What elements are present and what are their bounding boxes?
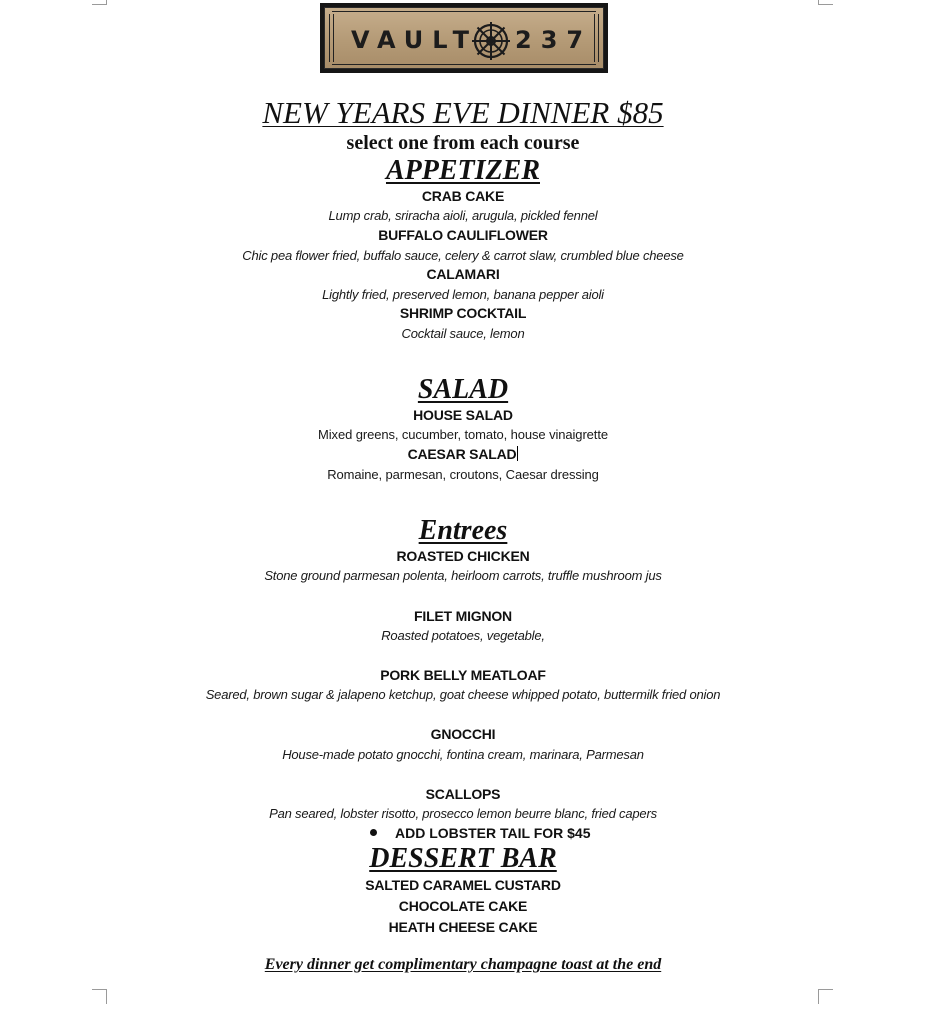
menu-item-description: Pan seared, lobster risotto, prosecco lemon beurre blanc, fried capers bbox=[269, 806, 657, 821]
menu-item-description: Stone ground parmesan polenta, heirloom carrots, truffle mushroom jus bbox=[264, 568, 662, 583]
menu-item-description: Roasted potatoes, vegetable, bbox=[381, 628, 545, 643]
dessert-item: HEATH CHEESE CAKE bbox=[388, 919, 538, 935]
menu-item-name-with-cursor bbox=[0, 446, 926, 462]
menu-item-description: Chic pea flower fried, buffalo sauce, celery & carrot slaw, crumbled blue cheese bbox=[242, 248, 684, 263]
dessert-heading: DESSERT BAR bbox=[369, 843, 557, 874]
page-corner-mark-bottom-left bbox=[92, 989, 107, 1004]
menu-item-name: CAESAR SALAD bbox=[407, 446, 517, 462]
menu-item-name: PORK BELLY MEATLOAF bbox=[380, 667, 546, 683]
logo-text-right: 237 bbox=[515, 26, 593, 54]
vault-237-logo bbox=[320, 3, 608, 73]
entrees-heading: Entrees bbox=[418, 515, 508, 546]
menu-item-description: Seared, brown sugar & jalapeno ketchup, goat cheese whipped potato, buttermilk fried onion bbox=[205, 687, 721, 702]
menu-item-description: Mixed greens, cucumber, tomato, house vinaigrette bbox=[318, 427, 608, 442]
salad-heading: SALAD bbox=[417, 374, 509, 405]
menu-item-name: SCALLOPS bbox=[425, 786, 501, 802]
page-corner-mark-bottom-right bbox=[818, 989, 833, 1004]
menu-item-description: Romaine, parmesan, croutons, Caesar dressing bbox=[327, 467, 599, 482]
dessert-item: SALTED CARAMEL CUSTARD bbox=[365, 877, 561, 893]
menu-item-name: CALAMARI bbox=[426, 266, 500, 282]
addon-text: ADD LOBSTER TAIL FOR $45 bbox=[395, 825, 591, 841]
footer-note: Every dinner get complimentary champagne toast at the end bbox=[264, 956, 662, 973]
menu-subtitle: select one from each course bbox=[346, 132, 580, 154]
menu-item-name: CRAB CAKE bbox=[421, 188, 505, 204]
appetizer-heading: APPETIZER bbox=[385, 155, 540, 186]
menu-item-name: GNOCCHI bbox=[430, 726, 496, 742]
text-cursor bbox=[517, 446, 518, 461]
menu-item-description: Lump crab, sriracha aioli, arugula, pickled fennel bbox=[328, 208, 598, 223]
dessert-item: CHOCOLATE CAKE bbox=[398, 898, 528, 914]
menu-item-description: House-made potato gnocchi, fontina cream, marinara, Parmesan bbox=[282, 747, 644, 762]
page-corner-mark-top-left bbox=[92, 0, 107, 5]
bullet-icon bbox=[370, 829, 377, 836]
menu-item-name: SHRIMP COCKTAIL bbox=[399, 305, 527, 321]
ship-wheel-icon bbox=[471, 21, 511, 61]
addon-line bbox=[370, 825, 591, 841]
menu-item-name: FILET MIGNON bbox=[414, 608, 512, 624]
menu-item-name: ROASTED CHICKEN bbox=[396, 548, 530, 564]
menu-item-description: Lightly fried, preserved lemon, banana pepper aioli bbox=[322, 287, 604, 302]
menu-title: NEW YEARS EVE DINNER $85 bbox=[262, 95, 664, 130]
menu-item-name: HOUSE SALAD bbox=[413, 407, 513, 423]
page-corner-mark-top-right bbox=[818, 0, 833, 5]
menu-item-name: BUFFALO CAULIFLOWER bbox=[378, 227, 548, 243]
menu-item-description: Cocktail sauce, lemon bbox=[401, 326, 525, 341]
logo-text-left: VAULT bbox=[351, 26, 478, 54]
